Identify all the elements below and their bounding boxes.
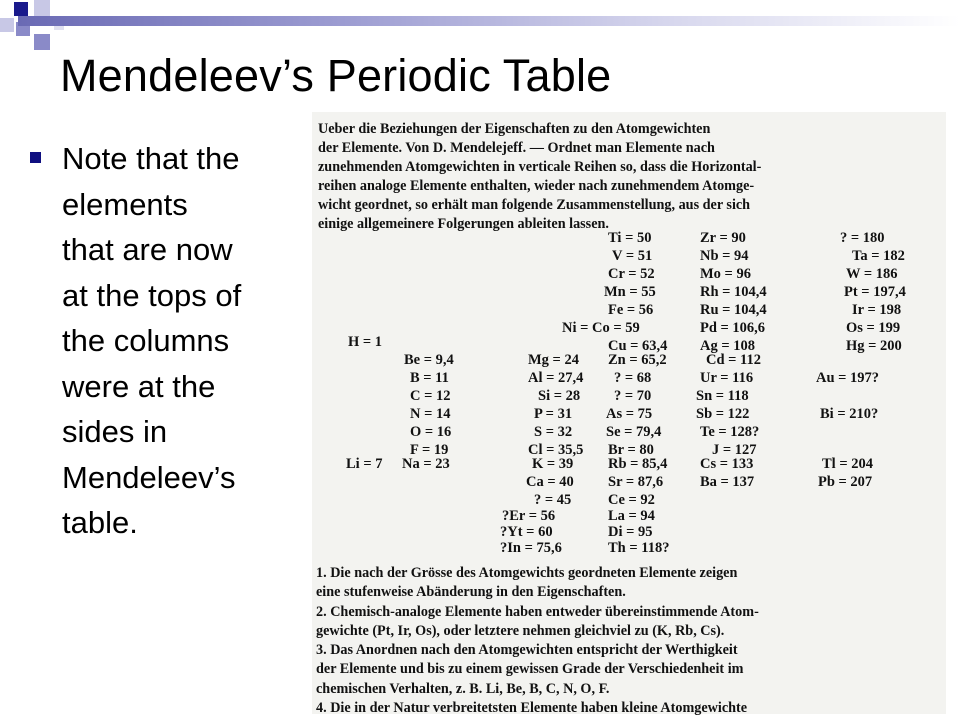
- element-entry: As = 75: [606, 406, 653, 422]
- bullet-line: were at the: [62, 368, 216, 404]
- element-entry: Se = 79,4: [606, 424, 662, 440]
- element-entry: Cd = 112: [706, 352, 761, 368]
- decor-square-2: [34, 0, 50, 16]
- bullet-line: elements: [62, 186, 188, 222]
- bullet-line: sides in: [62, 414, 168, 449]
- element-entry: Fe = 56: [608, 302, 654, 318]
- element-entry: Ba = 137: [700, 474, 755, 490]
- decor-square-1: [14, 2, 28, 16]
- element-entry: Ti = 50: [608, 230, 652, 246]
- element-entry: Ni = Co = 59: [562, 320, 640, 336]
- element-entry: Te = 128?: [700, 424, 760, 440]
- element-entry: Hg = 200: [846, 338, 902, 354]
- element-entry: ? = 180: [840, 230, 885, 246]
- bullet-line: Mendeleev’s: [62, 459, 236, 495]
- element-entry: Na = 23: [402, 456, 450, 472]
- element-entry: Di = 95: [608, 524, 653, 540]
- bullet-line: Note that the: [62, 141, 240, 176]
- element-entry: ? = 70: [614, 388, 652, 404]
- note-line: der Elemente und bis zu einem gewissen Grade der Verschiedenheit im: [316, 661, 744, 678]
- intro-line: der Elemente. Von D. Mendelejeff. — Ordnet man Elemente nach: [318, 140, 715, 156]
- element-entry: ?Yt = 60: [500, 524, 553, 540]
- element-entry: ?In = 75,6: [500, 540, 562, 556]
- element-entry: Ce = 92: [608, 492, 655, 508]
- element-entry: Tl = 204: [822, 456, 873, 472]
- element-entry: Si = 28: [538, 388, 581, 404]
- element-entry: Au = 197?: [816, 370, 880, 386]
- element-entry: Mg = 24: [528, 352, 579, 368]
- element-entry: Sb = 122: [696, 406, 750, 422]
- element-entry: Mo = 96: [700, 266, 751, 282]
- element-entry: N = 14: [410, 406, 451, 422]
- element-entry: ?Er = 56: [502, 508, 556, 524]
- element-entry: J = 127: [712, 442, 757, 458]
- note-line: gewichte (Pt, Ir, Os), oder letztere nehmen gleichviel zu (K, Rb, Cs).: [316, 622, 725, 639]
- element-entry: S = 32: [534, 424, 573, 440]
- element-entry: P = 31: [534, 406, 573, 422]
- decor-square-3: [0, 18, 14, 32]
- scan-notes: [316, 564, 940, 718]
- element-entry: Zn = 65,2: [608, 352, 667, 368]
- element-entry: Ca = 40: [526, 474, 574, 490]
- element-entry: K = 39: [532, 456, 574, 472]
- bullet-marker: [30, 152, 41, 163]
- note-line: 1. Die nach der Grösse des Atomgewichts geordneten Elemente zeigen: [316, 565, 738, 581]
- element-entry: Ur = 116: [700, 370, 754, 386]
- element-entry: Ru = 104,4: [700, 302, 767, 318]
- decor-square-5: [34, 34, 50, 50]
- element-entry: ? = 45: [534, 492, 572, 508]
- element-entry: Li = 7: [346, 456, 383, 472]
- element-entry: Ta = 182: [852, 248, 905, 264]
- element-entry: Rb = 85,4: [608, 456, 668, 472]
- element-entry: Pd = 106,6: [700, 320, 766, 336]
- bullet-line: that are now: [62, 232, 233, 267]
- element-entry: Rh = 104,4: [700, 284, 767, 300]
- element-entry: V = 51: [612, 248, 653, 264]
- element-entry: Ag = 108: [700, 338, 755, 354]
- element-entry: Cl = 35,5: [528, 442, 584, 458]
- element-entry: O = 16: [410, 424, 452, 440]
- slide-title: Mendeleev’s Periodic Table: [60, 50, 612, 101]
- element-entry: Sr = 87,6: [608, 474, 664, 490]
- element-entry: Th = 118?: [608, 540, 670, 556]
- element-entry: Be = 9,4: [404, 352, 454, 368]
- element-entry: B = 11: [410, 370, 449, 386]
- bullet-text: [62, 136, 322, 546]
- element-entry: F = 19: [410, 442, 449, 458]
- note-line: 4. Die in der Natur verbreitetsten Elemente haben kleine Atomgewichte: [316, 700, 748, 717]
- element-entry: Ir = 198: [852, 302, 902, 318]
- element-entry: Bi = 210?: [820, 406, 879, 422]
- bullet-line: table.: [62, 505, 138, 540]
- mendeleev-table-scan: [312, 112, 946, 717]
- element-entry: La = 94: [608, 508, 655, 524]
- note-line: 2. Chemisch-analoge Elemente haben entweder übereinstimmende Atom-: [316, 603, 759, 620]
- element-entry: Pb = 207: [818, 474, 873, 490]
- title-accent-bar: [18, 16, 960, 26]
- bullet-line: the columns: [62, 323, 230, 358]
- element-entry: C = 12: [410, 388, 451, 404]
- note-line: chemischen Verhalten, z. B. Li, Be, B, C, N, O, F.: [316, 680, 610, 697]
- intro-line: einige allgemeinere Folgerungen ableiten lassen.: [318, 216, 609, 232]
- element-entry: Cs = 133: [700, 456, 754, 472]
- element-entry: Br = 80: [608, 442, 654, 458]
- element-entry: Sn = 118: [696, 388, 749, 404]
- scan-intro-paragraph: [318, 120, 938, 234]
- element-entry: Cu = 63,4: [608, 338, 668, 354]
- note-line: eine stufenweise Abänderung in den Eigenschaften.: [316, 584, 626, 601]
- element-entry: Os = 199: [846, 320, 901, 336]
- note-line: 3. Das Anordnen nach den Atomgewichten entspricht der Werthigkeit: [316, 642, 738, 659]
- intro-line: reihen analoge Elemente enthalten, wieder nach zunehmendem Atomge-: [318, 178, 755, 194]
- element-entry: Nb = 94: [700, 248, 749, 264]
- bullet-line: at the tops of: [62, 277, 242, 313]
- element-entry: W = 186: [846, 266, 898, 282]
- intro-line: zunehmenden Atomgewichten in verticale Reihen so, dass die Horizontal-: [318, 159, 762, 175]
- element-entry: Al = 27,4: [528, 370, 584, 386]
- element-entry: Cr = 52: [608, 266, 655, 282]
- element-entry: Mn = 55: [604, 284, 656, 300]
- element-entry: ? = 68: [614, 370, 652, 386]
- intro-line: wicht geordnet, so erhält man folgende Zusammenstellung, aus der sich: [318, 197, 751, 213]
- intro-line: Ueber die Beziehungen der Eigenschaften zu den Atomgewichten: [318, 121, 711, 137]
- element-entry: H = 1: [348, 334, 383, 350]
- element-entry: Zr = 90: [700, 230, 746, 246]
- element-entry: Pt = 197,4: [844, 284, 906, 300]
